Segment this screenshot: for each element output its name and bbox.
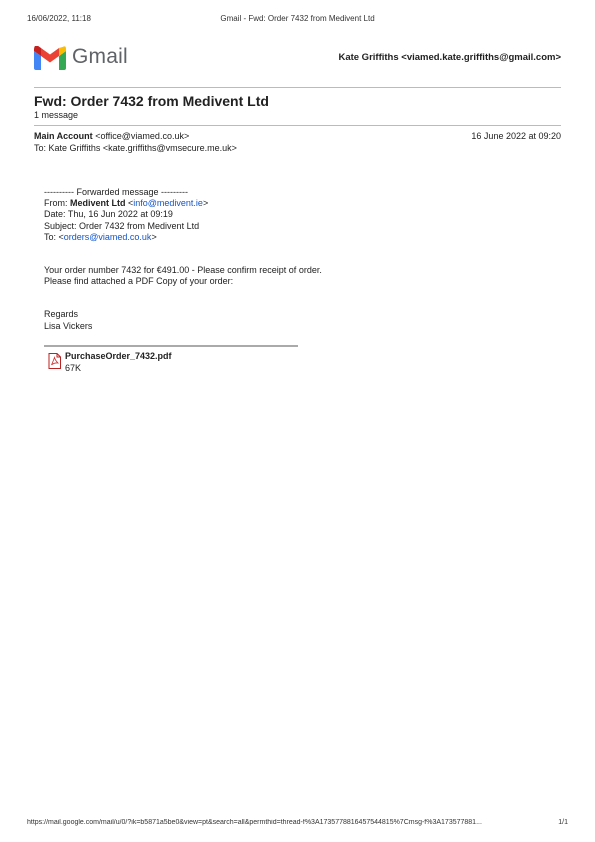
forwarded-banner: ---------- Forwarded message --------- [44, 187, 188, 197]
attachment-divider [44, 345, 298, 347]
body-line-order: Your order number 7432 for €491.00 - Please confirm receipt of order. [44, 265, 322, 276]
message-date: 16 June 2022 at 09:20 [471, 131, 561, 141]
from-open-bracket: < [125, 198, 134, 209]
from-close-bracket: > [202, 198, 209, 209]
from-label: From: [44, 198, 70, 209]
thread-subject: Fwd: Order 7432 from Medivent Ltd [34, 93, 269, 109]
gmail-m-icon [34, 46, 66, 70]
attachment-size: 67K [65, 363, 82, 373]
print-footer [27, 819, 568, 831]
forwarded-to-email-link[interactable]: orders@viamed.co.uk [63, 231, 152, 242]
gmail-logo [34, 44, 130, 70]
message-sender [34, 131, 189, 141]
print-header [27, 14, 568, 26]
sender-name: Main Account [34, 131, 93, 141]
print-datetime: 16/06/2022, 11:18 [27, 14, 91, 23]
to-label: To: < [44, 231, 64, 242]
message-body [44, 187, 322, 332]
signature: Lisa Vickers [44, 320, 93, 331]
message-recipient: To: Kate Griffiths <kate.griffiths@vmsecure.me.uk> [34, 143, 237, 153]
forwarded-date: Date: Thu, 16 Jun 2022 at 09:19 [44, 209, 173, 220]
print-page-title: Gmail - Fwd: Order 7432 from Medivent Ltd [220, 14, 375, 23]
attachment-filename[interactable]: PurchaseOrder_7432.pdf [65, 351, 172, 361]
pdf-file-icon [48, 353, 61, 369]
forwarded-subject: Subject: Order 7432 from Medivent Ltd [44, 220, 200, 231]
gmail-wordmark: Gmail [72, 45, 128, 68]
forwarded-from-email-link[interactable]: info@medivent.ie [133, 198, 203, 209]
message-count: 1 message [34, 110, 79, 120]
header-divider [34, 87, 561, 88]
closing: Regards [44, 309, 79, 320]
to-close-bracket: > [151, 231, 157, 242]
subject-divider [34, 125, 561, 126]
print-url: https://mail.google.com/mail/u/0/?ik=b5871a5be0&view=pt&search=all&permthid=thread-f%3A1735778816457544815%7Cmsg-f%3A173577881... [27, 819, 482, 826]
body-line-attachment: Please find attached a PDF Copy of your order: [44, 276, 234, 287]
sender-email: <office@viamed.co.uk> [95, 131, 190, 141]
forwarded-to [44, 232, 322, 243]
page-number: 1/1 [558, 819, 568, 826]
forwarded-from [44, 198, 322, 209]
forwarded-from-name: Medivent Ltd [70, 198, 126, 209]
account-label: Kate Griffiths <viamed.kate.griffiths@gmail.com> [338, 52, 561, 63]
